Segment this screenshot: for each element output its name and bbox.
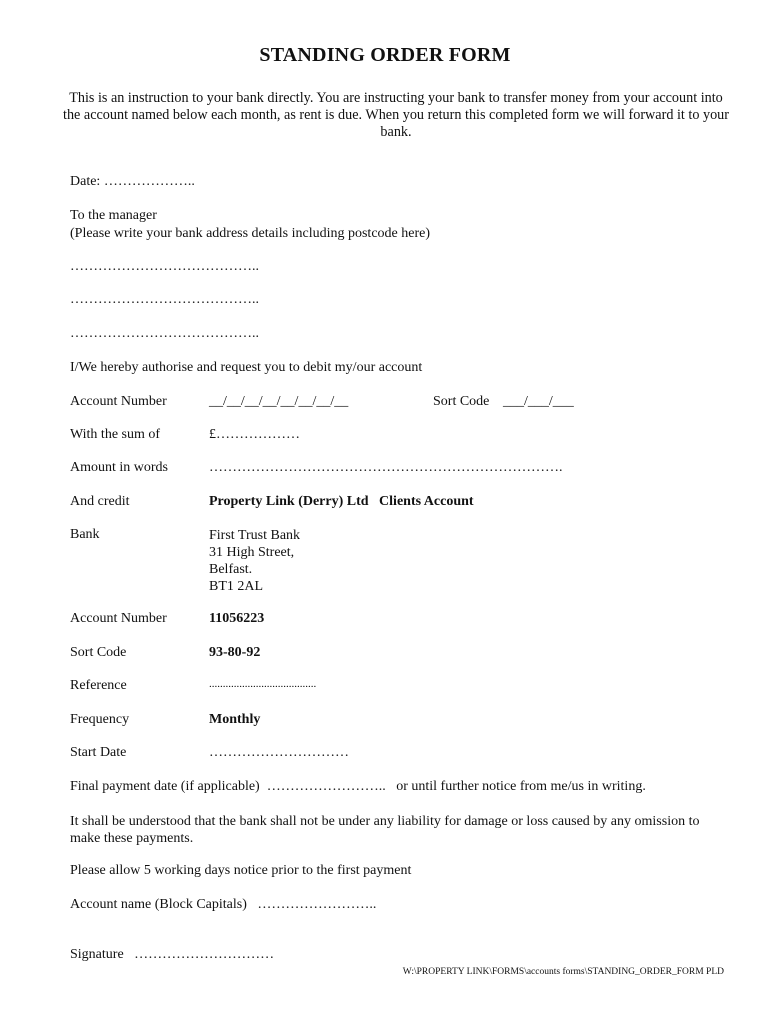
liability-statement: It shall be understood that the bank shall not be under any liability for damage or loss caused by any omission to make these payments. <box>70 814 700 846</box>
debit-account-number-label: Account Number <box>70 394 167 409</box>
sum-blank: £……………… <box>209 427 300 442</box>
address-line-2: ………………………………….. <box>70 292 259 307</box>
frequency-value: Monthly <box>209 712 261 727</box>
authorise-statement: I/We hereby authorise and request you to debit my/our account <box>70 360 423 375</box>
and-credit-label: And credit <box>70 494 130 509</box>
bank-address-line: BT1 2AL <box>209 579 264 594</box>
form-title: STANDING ORDER FORM <box>259 44 511 66</box>
bank-address-line: First Trust Bank <box>209 528 301 543</box>
bank-address <box>209 527 300 595</box>
file-path-footer: W:\PROPERTY LINK\FORMS\accounts forms\STANDING_ORDER_FORM PLD <box>402 967 724 977</box>
bank-address-line: Belfast. <box>209 562 253 577</box>
reference-label: Reference <box>70 678 127 693</box>
credit-account-number-label: Account Number <box>70 611 167 626</box>
notice-statement: Please allow 5 working days notice prior to the first payment <box>70 863 412 878</box>
start-date-label: Start Date <box>70 745 127 760</box>
sum-label: With the sum of <box>70 427 161 442</box>
frequency-label: Frequency <box>70 712 130 727</box>
amount-words-label: Amount in words <box>70 460 168 475</box>
account-name-line: Account name (Block Capitals) …………………….. <box>70 897 377 912</box>
final-payment-line: Final payment date (if applicable) …………………….. or until further notice from me/us in writing. <box>70 779 646 794</box>
payee-name: Property Link (Derry) Ltd Clients Account <box>209 494 474 509</box>
credit-sort-code-label: Sort Code <box>70 645 127 660</box>
bank-address-line: 31 High Street, <box>209 545 295 560</box>
intro-paragraph: This is an instruction to your bank directly. You are instructing your bank to transfer money from your account into the account named below each month, as rent is due. When you return this completed form we will forward it to your bank. <box>63 90 729 140</box>
address-line-1: ………………………………….. <box>70 259 259 274</box>
to-manager: To the manager <box>70 208 157 223</box>
credit-account-number: 11056223 <box>209 611 265 626</box>
start-date-blank: ………………………… <box>209 745 349 760</box>
debit-account-number-blank: __/__/__/__/__/__/__/__ <box>209 394 349 409</box>
bank-address-note: (Please write your bank address details including postcode here) <box>70 226 431 241</box>
credit-sort-code: 93-80-92 <box>209 645 261 660</box>
debit-sort-code-label: Sort Code <box>433 394 490 409</box>
date-line: Date: ……………….. <box>70 174 195 189</box>
signature-line: Signature ………………………… <box>70 947 275 962</box>
amount-words-blank: …………………………………………………………………. <box>209 460 563 475</box>
reference-blank: ....................................... <box>209 678 317 690</box>
bank-label: Bank <box>70 527 100 542</box>
debit-sort-code-blank: ___/___/___ <box>503 394 574 409</box>
address-line-3: ………………………………….. <box>70 326 259 341</box>
